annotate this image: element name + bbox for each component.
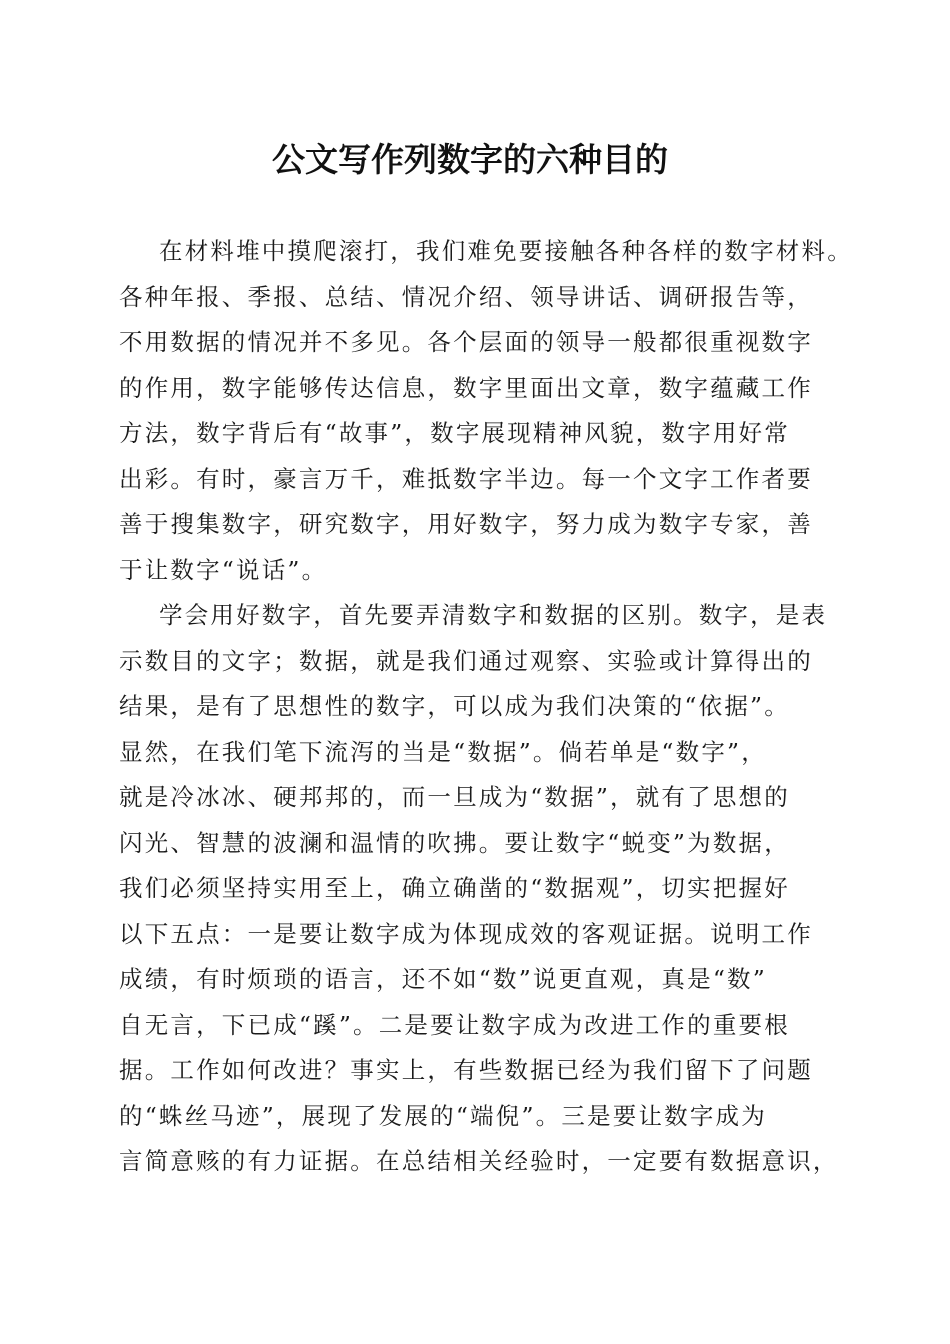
paragraph-2-line-11: 据。工作如何改进？事实上，有些数据已经为我们留下了问题 — [119, 1056, 813, 1084]
paragraph-1-line-3: 不用数据的情况并不多见。各个层面的领导一般都很重视数字 — [119, 328, 813, 356]
document-body — [119, 229, 859, 1185]
paragraph-2-line-5: 就是冷冰冰、硬邦邦的，而一旦成为“数据”，就有了思想的 — [119, 783, 790, 811]
paragraph-2-line-2: 示数目的文字；数据，就是我们通过观察、实验或计算得出的 — [119, 646, 813, 675]
paragraph-2-line-4: 显然，在我们笔下流泻的当是“数据”。倘若单是“数字”， — [119, 737, 767, 766]
paragraph-2-line-6: 闪光、智慧的波澜和温情的吹拂。要让数字“蜕变”为数据， — [119, 828, 790, 857]
paragraph-1-line-7: 善于搜集数字，研究数字，用好数字，努力成为数字专家，善 — [119, 510, 813, 538]
paragraph-2-line-3: 结果，是有了思想性的数字，可以成为我们决策的“依据”。 — [119, 692, 790, 720]
paragraph-1-line-5: 方法，数字背后有“故事”，数字展现精神风貌，数字用好常 — [119, 419, 790, 447]
paragraph-1-line-4: 的作用，数字能够传达信息，数字里面出文章，数字蕴藏工作 — [119, 373, 813, 402]
paragraph-2-line-7: 我们必须坚持实用至上，确立确凿的“数据观”，切实把握好 — [119, 874, 790, 902]
paragraph-2-line-12: 的“蛛丝马迹”，展现了发展的“端倪”。三是要让数字成为 — [119, 1101, 767, 1130]
paragraph-1-line-8: 于让数字“说话”。 — [119, 555, 328, 584]
paragraph-2-line-8: 以下五点：一是要让数字成为体现成效的客观证据。说明工作 — [119, 919, 813, 948]
paragraph-2-line-1: 学会用好数字，首先要弄清数字和数据的区别。数字，是表 — [159, 601, 828, 629]
paragraph-2-line-9: 成绩，有时烦琐的语言，还不如“数”说更直观，真是“数” — [119, 965, 767, 993]
paragraph-2-line-10: 自无言，下已成“蹊”。二是要让数字成为改进工作的重要根 — [119, 1010, 790, 1039]
paragraph-1-line-2: 各种年报、季报、总结、情况介绍、领导讲话、调研报告等， — [119, 282, 813, 311]
paragraph-2-line-13: 言简意赅的有力证据。在总结相关经验时，一定要有数据意识， — [119, 1147, 839, 1175]
paragraph-1-line-1: 在材料堆中摸爬滚打，我们难免要接触各种各样的数字材料。 — [159, 237, 853, 265]
document-title: 公文写作列数字的六种目的 — [272, 140, 668, 179]
paragraph-1-line-6: 出彩。有时，豪言万千，难抵数字半边。每一个文字工作者要 — [119, 464, 813, 493]
